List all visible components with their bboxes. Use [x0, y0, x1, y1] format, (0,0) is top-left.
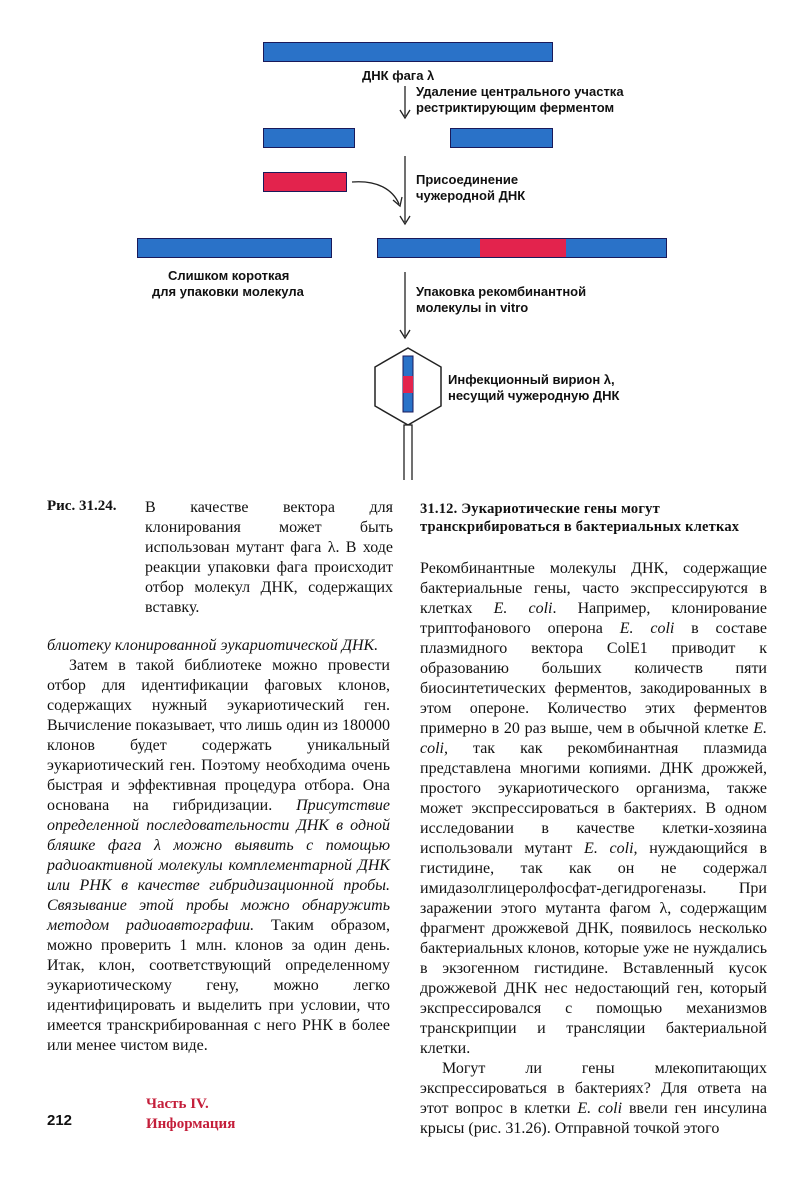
phage-dna-label: ДНК фага λ: [362, 68, 435, 83]
recombinant-dna-bar: [377, 238, 667, 258]
left-paragraph-1: [47, 636, 390, 656]
left-column: [47, 636, 390, 1056]
right-arm-bar: [450, 128, 553, 148]
short-molecule-label-line2: для упаковки молекула: [152, 284, 304, 299]
join-arrow: [352, 182, 399, 204]
step1-label-line2: рестриктирующим ферментом: [416, 100, 615, 115]
virion-dna-red: [403, 376, 413, 393]
step3-label-line2: молекулы in vitro: [416, 300, 529, 315]
right-p1-part-a: Рекомбинантные молекулы ДНК, содержащие бактериальные гены, часто экспрессируются в клетках: [420, 560, 767, 617]
short-molecule-bar: [137, 238, 332, 258]
virion-tail: [404, 425, 412, 480]
left-paragraph-2-start: Затем в такой библиотеке можно провести отбор для идентификации фаговых клонов, содержащих нужный эукариотический ген. Вычисление показывает, что лишь один из 180000 клонов будет содержать уникальный эукариотический ген. Поэтому необходима очень быстрая и эффективная процедура отбора. Она основана на гибридизации.: [47, 657, 390, 814]
figure-caption-text: В качестве вектора для клонирования может быть использован мутант фага λ. В ходе реакции упаковки фага происходит отбор молекул ДНК, содержащих вставку.: [145, 499, 393, 616]
ecoli-term: E. coli,: [420, 720, 767, 757]
virion-label: [448, 372, 620, 404]
footer-part: Часть IV.: [146, 1096, 209, 1112]
figure-caption-number: Рис. 31.24.: [47, 498, 117, 514]
left-paragraph-2-end: Таким образом, можно проверить 1 млн. клонов за один день. Итак, клон, соответствующий определенному эукариотическому гену, можно легко идентифицировать и выделить при условии, что имеется транскрибированная с него РНК в более или менее чистом виде.: [47, 917, 390, 1054]
running-footer: [146, 1094, 235, 1134]
right-p2-part-b: ввели ген инсулина крысы (рис. 31.26). Отправной точкой этого: [420, 1100, 768, 1137]
short-molecule-label: [152, 268, 304, 300]
left-arm-bar: [263, 128, 355, 148]
right-p1-part-c: в составе плазмидного вектора ColE1 приводит к образованию больших количеств пяти биосинтетических ферментов, закодированных в этом опероне. Количество этих ферментов примерно в 20 раз выше, чем в обычной клетке: [420, 620, 768, 737]
footer-part-title: Информация: [146, 1116, 236, 1132]
step1-label: [416, 84, 624, 116]
step3-label-line1: Упаковка рекомбинантной: [416, 284, 587, 299]
foreign-dna-bar: [263, 172, 347, 192]
page-number: 212: [47, 1112, 73, 1129]
step2-label-line1: Присоединение: [416, 172, 519, 187]
recombinant-left-segment: [378, 239, 480, 257]
ecoli-term: E. coli,: [584, 840, 638, 857]
recombinant-right-segment: [566, 239, 666, 257]
right-column: [420, 559, 767, 1139]
ecoli-term: E. coli: [619, 620, 675, 637]
recombinant-insert-segment: [480, 239, 566, 257]
right-p1-part-d: так как рекомбинантная плазмида представлена многими копиями. ДНК дрожжей, простого эукариотического организма, также может экспрессироваться в бактериях. В одном исследовании в качестве клетки-хозяина использовали мутант: [420, 740, 767, 857]
section-title: 31.12. Эукариотические гены могут транскрибироваться в бактериальных клетках: [420, 501, 740, 535]
step2-label-line2: чужеродной ДНК: [416, 188, 526, 203]
step1-label-line1: Удаление центрального участка: [416, 84, 624, 99]
ecoli-term: E. coli: [493, 600, 553, 617]
step2-label: [416, 172, 525, 204]
right-paragraph-1: [420, 559, 767, 1059]
ecoli-term: E. coli: [577, 1100, 623, 1117]
left-paragraph-1-text: блиотеку клонированной эукариотической ДНК.: [47, 637, 379, 654]
right-paragraph-2: [420, 1059, 767, 1139]
virion-label-line2: несущий чужеродную ДНК: [448, 388, 620, 403]
right-p1-part-e: нуждающийся в гистидине, так как он не содержал имидазолглицеролфосфат-дегидрогеназы. При заражении этого мутанта фагом λ, содержащим фрагмент дрожжевой ДНК, появилось несколько бактериальных клонов, которые уже не нуждались в экзогенном гистидине. Вставленный кусок дрожжевой ДНК нес недостающий ген, который экспрессировался с помощью механизмов транскрипции и трансляции бактериальной клетки.: [420, 840, 768, 1057]
virion-label-line1: Инфекционный вирион λ,: [448, 372, 615, 387]
short-molecule-label-line1: Слишком короткая: [168, 268, 290, 283]
right-p2-part-a: Могут ли гены млекопитающих экспрессироваться в бактериях? Для ответа на этот вопрос в клетки: [420, 1060, 767, 1117]
right-p1-part-b: . Например, клонирование триптофанового оперона: [420, 600, 768, 637]
left-paragraph-2: [47, 656, 390, 1056]
step3-label: [416, 284, 586, 316]
left-paragraph-2-italic: Присутствие определенной последовательности ДНК в одной бляшке фага λ можно выявить с помощью радиоактивной молекулы комплементарной ДНК или РНК в качестве гибридизационной пробы. Связывание этой пробы можно обнаружить методом радиоавтографии.: [47, 797, 390, 934]
